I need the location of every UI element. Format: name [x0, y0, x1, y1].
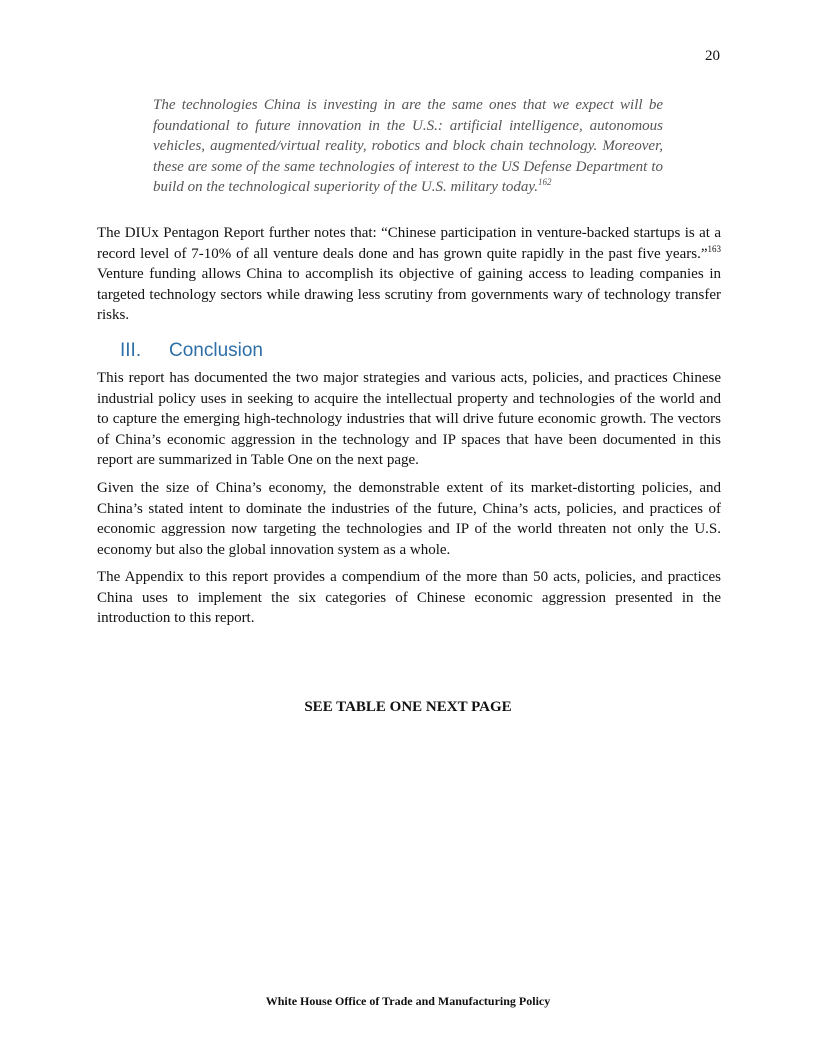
paragraph-economic-aggression: Given the size of China’s economy, the demonstrable extent of its market-distorting policies, and China’s stated intent to dominate the industries of the future, China’s acts, policies, and practices of economic aggression now targeting the technologies and IP of the world threaten not only the U.S. economy but also the global innovation system as a whole. [97, 480, 721, 558]
footnote-ref-163[interactable]: 163 [707, 243, 721, 254]
section-heading-conclusion [120, 340, 263, 362]
paragraph-appendix: The Appendix to this report provides a compendium of the more than 50 acts, policies, and practices China uses to implement the six categories of Chinese economic aggression presented in the introduction to this report. [97, 569, 721, 626]
page-footer: White House Office of Trade and Manufacturing Policy [265, 994, 551, 1008]
paragraph-diux-text-b: Venture funding allows China to accomplish its objective of gaining access to leading companies in targeted technology sectors while drawing less scrutiny from governments wary of technology transfer risks. [97, 266, 721, 323]
page-number: 20 [705, 48, 720, 64]
paragraph-diux-text-a: The DIUx Pentagon Report further notes that: “Chinese participation in venture-backed startups is at a record level of 7-10% of all venture deals done and has grown quite rapidly in the past five years.” [97, 225, 721, 262]
section-title: Conclusion [169, 340, 263, 361]
block-quote-text: The technologies China is investing in are the same ones that we expect will be foundational to future innovation in the U.S.: artificial intelligence, autonomous vehicles, augmented/virtual reality, robotics and block chain technology. Moreover, these are some of the same technologies of interest to the US Defense Department to build on the technological superiority of the U.S. military today. [153, 97, 663, 195]
section-number: III. [120, 340, 142, 361]
footnote-ref-162[interactable]: 162 [537, 177, 552, 187]
block-quote [153, 95, 663, 198]
paragraph-diux-report [97, 223, 721, 326]
see-table-notice: SEE TABLE ONE NEXT PAGE [304, 699, 512, 715]
paragraph-conclusion-summary: This report has documented the two major strategies and various acts, policies, and practices Chinese industrial policy uses in seeking to acquire the intellectual property and technologies of the world and to capture the emerging high-technology industries that will drive future economic growth. The vectors of China’s economic aggression in the technology and IP spaces that have been documented in this report are summarized in Table One on the next page. [97, 370, 721, 468]
